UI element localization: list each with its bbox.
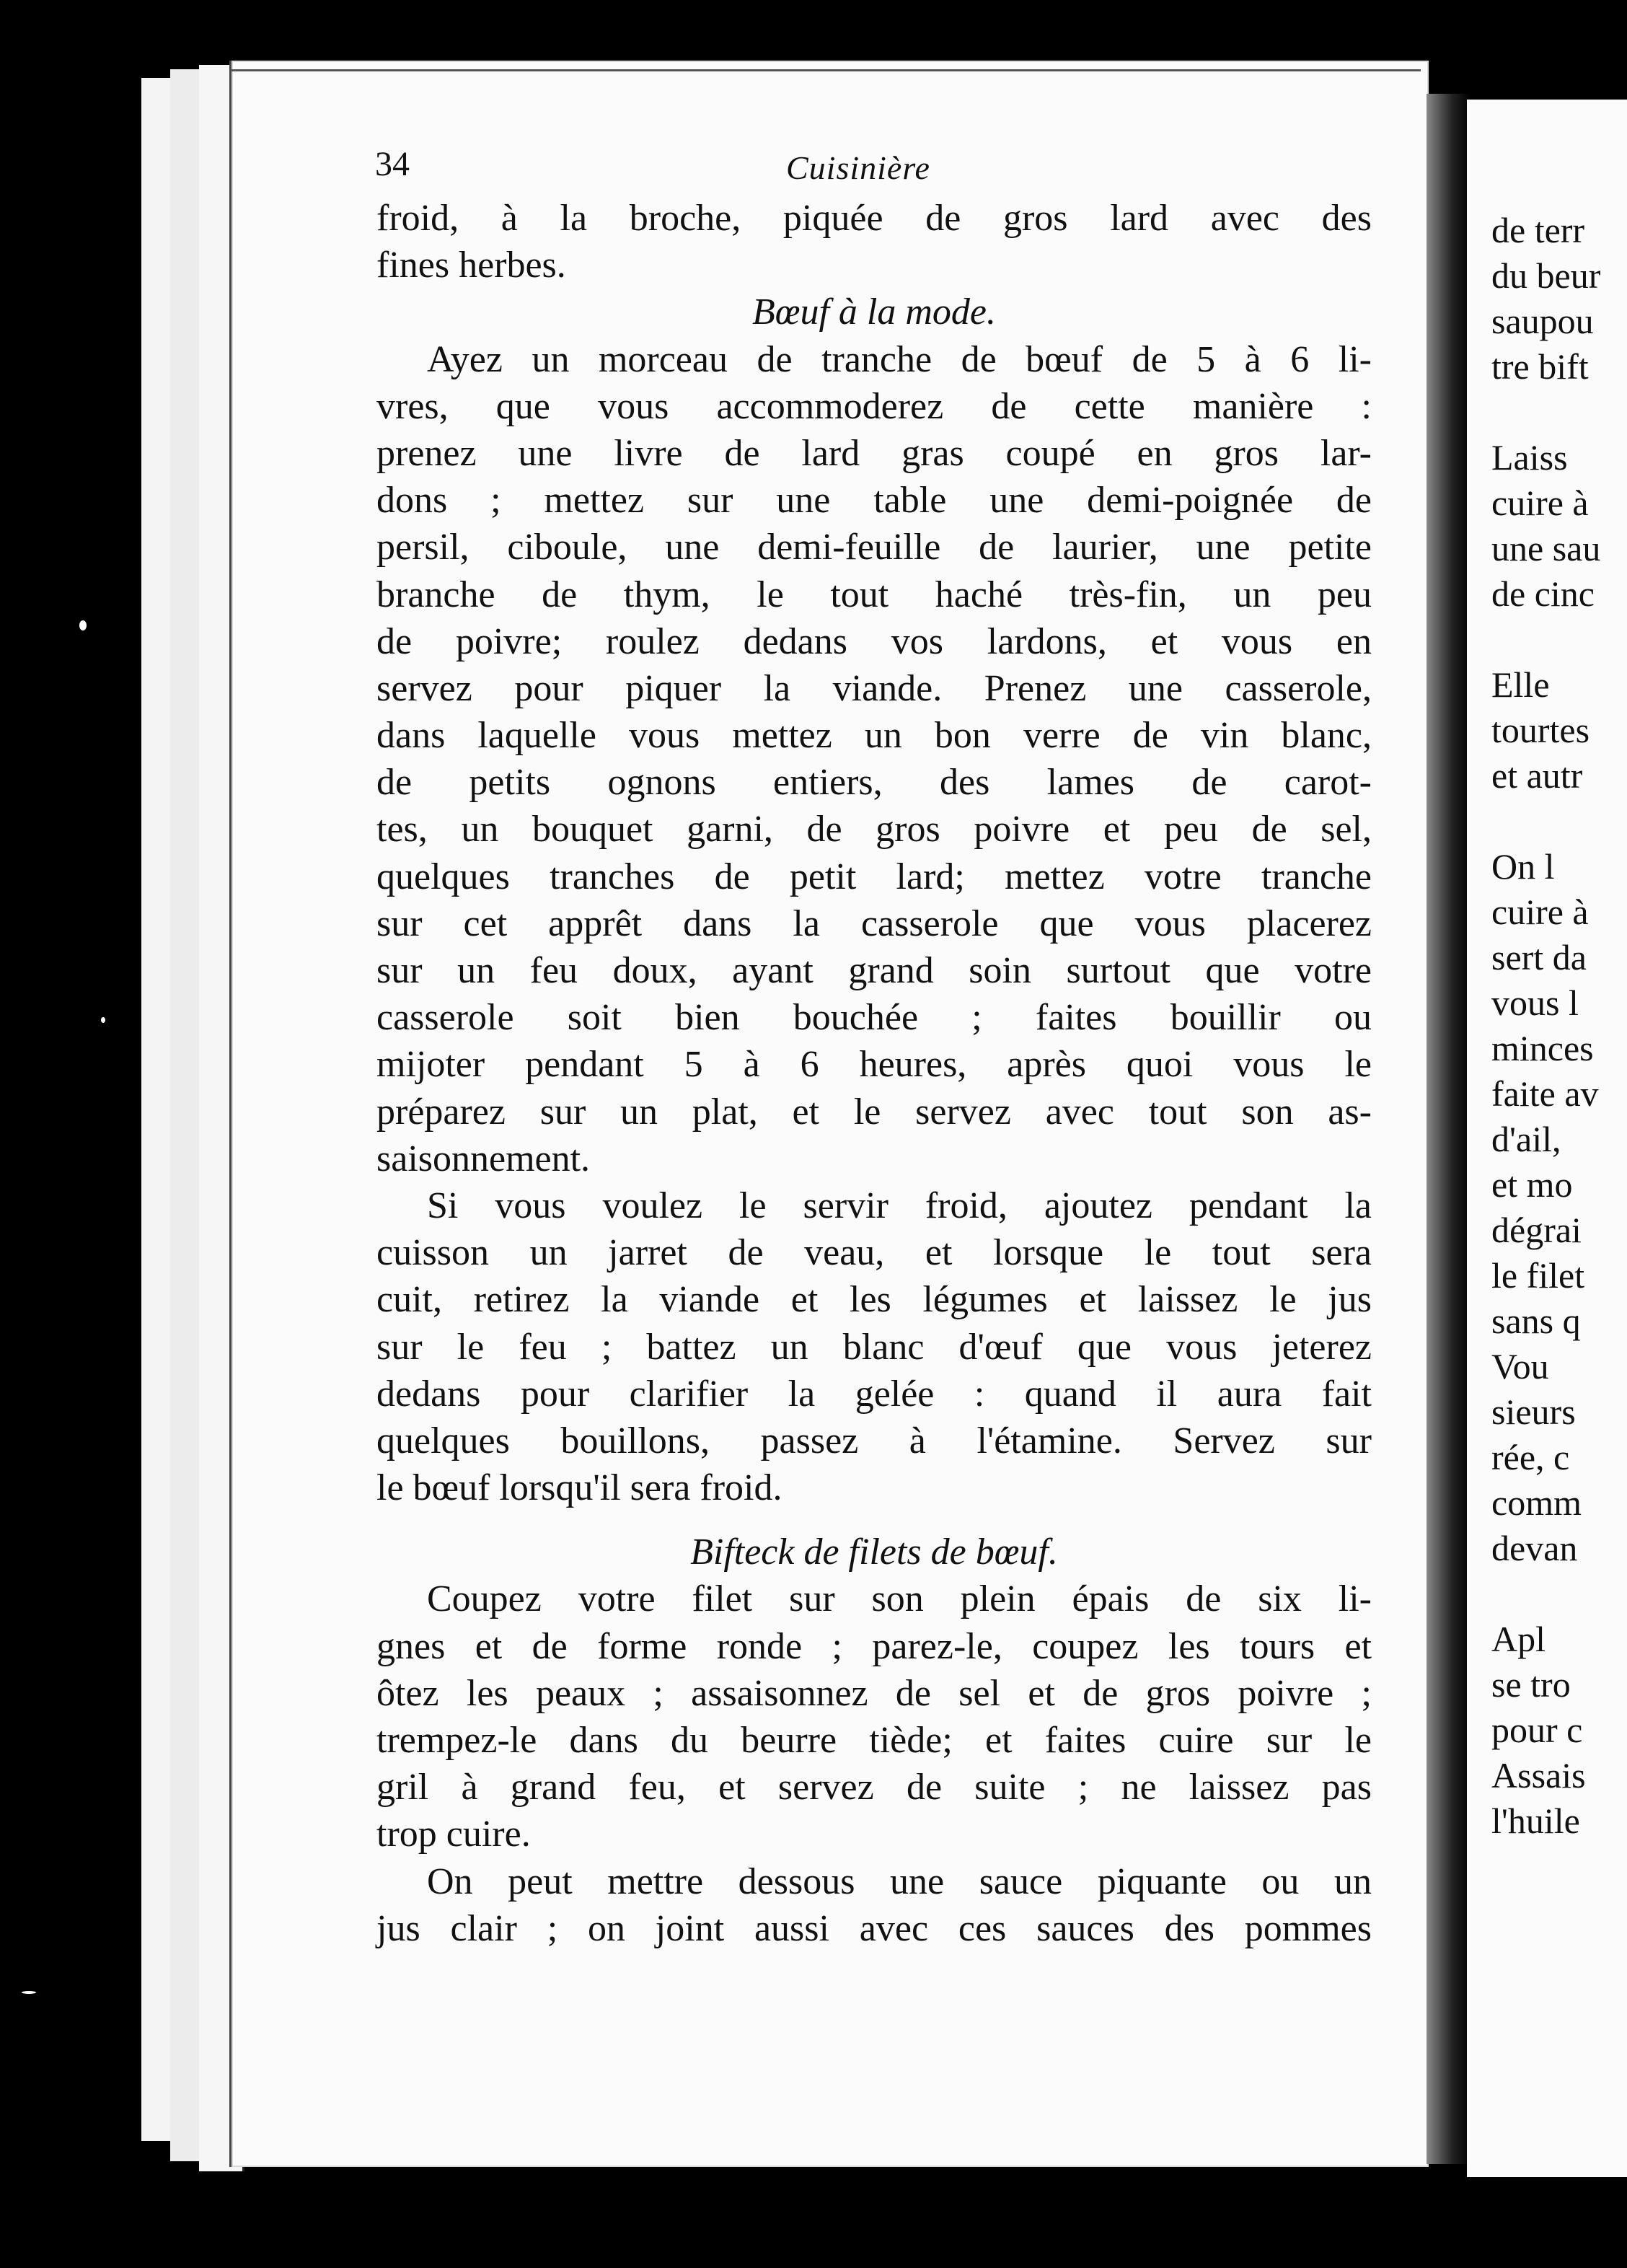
text-line: et autr bbox=[1491, 755, 1583, 796]
text-line: sur le feu ; battez un blanc d'œuf que vous jeterez bbox=[376, 1326, 1372, 1368]
text-line: trop cuire. bbox=[376, 1814, 531, 1855]
text-line: persil, ciboule, une demi-feuille de laurier, une petite bbox=[376, 527, 1372, 568]
text-line: Elle bbox=[1491, 664, 1550, 705]
text-line: On l bbox=[1491, 846, 1555, 887]
text-line: sur un feu doux, ayant grand soin surtout que votre bbox=[376, 950, 1372, 991]
text-line: froid, à la broche, piquée de gros lard avec des bbox=[376, 198, 1372, 239]
text-line: et mo bbox=[1491, 1164, 1573, 1205]
text-line: On peut mettre dessous une sauce piquante ou un bbox=[427, 1860, 1372, 1902]
text-line: gril à grand feu, et servez de suite ; ne laissez pas bbox=[376, 1767, 1372, 1808]
book-gutter bbox=[1427, 94, 1470, 2164]
spacer bbox=[376, 1511, 1372, 1529]
text-line: Ayez un morceau de tranche de bœuf de 5 à 6 li- bbox=[427, 338, 1372, 380]
page-body-text bbox=[376, 195, 1372, 1952]
text-line: du beur bbox=[1491, 255, 1601, 296]
text-line: devan bbox=[1491, 1528, 1578, 1568]
scan-speck bbox=[79, 620, 87, 630]
text-line: sur cet apprêt dans la casserole que vous placerez bbox=[376, 902, 1372, 944]
text-line: vres, que vous accommoderez de cette manière : bbox=[376, 385, 1372, 427]
text-line: de poivre; roulez dedans vos lardons, et vous en bbox=[376, 620, 1372, 662]
text-line: pour c bbox=[1491, 1710, 1583, 1750]
text-line: gnes et de forme ronde ; parez-le, coupez les tours et bbox=[376, 1625, 1372, 1667]
text-line: vous l bbox=[1491, 983, 1579, 1023]
page-number: 34 bbox=[375, 145, 410, 183]
text-line: tes, un bouquet garni, de gros poivre et peu de sel, bbox=[376, 809, 1372, 850]
text-line bbox=[1491, 390, 1627, 435]
text-line: dedans pour clarifier la gelée : quand il aura fait bbox=[376, 1373, 1372, 1415]
text-line: jus clair ; on joint aussi avec ces sauces des pommes bbox=[376, 1907, 1372, 1949]
scan-speck bbox=[101, 1017, 105, 1023]
text-line: préparez sur un plat, et le servez avec tout son as- bbox=[376, 1091, 1372, 1133]
text-line: faite av bbox=[1491, 1073, 1599, 1114]
text-line: l'huile bbox=[1491, 1801, 1580, 1841]
section-title: Bifteck de filets de bœuf. bbox=[690, 1531, 1058, 1573]
text-line bbox=[1491, 799, 1627, 844]
text-line: le bœuf lorsqu'il sera froid. bbox=[376, 1467, 782, 1509]
text-line: dégrai bbox=[1491, 1210, 1582, 1250]
running-title: Cuisinière bbox=[786, 149, 930, 186]
text-line: Coupez votre filet sur son plein épais de six li- bbox=[427, 1578, 1372, 1620]
text-line: quelques tranches de petit lard; mettez votre tranche bbox=[376, 856, 1372, 897]
scan-speck bbox=[22, 1991, 36, 1994]
text-line: rée, c bbox=[1491, 1437, 1570, 1477]
text-line: de terr bbox=[1491, 210, 1585, 250]
text-line: casserole soit bien bouchée ; faites bouillir ou bbox=[376, 997, 1372, 1039]
text-line: servez pour piquer la viande. Prenez une casserole, bbox=[376, 667, 1372, 709]
text-line: minces bbox=[1491, 1028, 1594, 1068]
text-line: quelques bouillons, passez à l'étamine. Servez sur bbox=[376, 1420, 1372, 1462]
section-title: Bœuf à la mode. bbox=[752, 291, 996, 333]
text-line: prenez une livre de lard gras coupé en gros lar- bbox=[376, 432, 1372, 474]
page-top-border bbox=[231, 69, 1421, 71]
text-line: saisonnement. bbox=[376, 1138, 591, 1179]
text-line bbox=[1491, 617, 1627, 662]
text-line: Si vous voulez le servir froid, ajoutez pendant la bbox=[427, 1184, 1372, 1226]
text-line: Laiss bbox=[1491, 437, 1568, 478]
page-header bbox=[375, 144, 1370, 202]
text-line: cuit, retirez la viande et les légumes et laissez le jus bbox=[376, 1279, 1372, 1321]
text-line: cuire à bbox=[1491, 483, 1589, 523]
facing-page bbox=[1467, 100, 1627, 2177]
text-line: cuire à bbox=[1491, 892, 1589, 932]
text-line: de cinc bbox=[1491, 573, 1595, 614]
text-line: de petits ognons entiers, des lames de carot- bbox=[376, 762, 1372, 804]
text-line: dons ; mettez sur une table une demi-poignée de bbox=[376, 480, 1372, 522]
text-line: Assais bbox=[1491, 1755, 1586, 1796]
text-line: sieurs bbox=[1491, 1392, 1576, 1432]
text-line bbox=[1491, 1571, 1627, 1617]
text-line: dans laquelle vous mettez un bon verre de vin blanc, bbox=[376, 715, 1372, 757]
text-line: branche de thym, le tout haché très-fin, un peu bbox=[376, 573, 1372, 615]
text-line: ôtez les peaux ; assaisonnez de sel et de gros poivre ; bbox=[376, 1672, 1372, 1714]
text-line: Vou bbox=[1491, 1346, 1549, 1386]
text-line: fines herbes. bbox=[376, 245, 566, 286]
text-line: mijoter pendant 5 à 6 heures, après quoi vous le bbox=[376, 1044, 1372, 1086]
text-line: saupou bbox=[1491, 301, 1594, 341]
text-line: tre bift bbox=[1491, 346, 1589, 387]
text-line: sert da bbox=[1491, 937, 1587, 977]
text-line: tourtes bbox=[1491, 710, 1590, 750]
text-line: cuisson un jarret de veau, et lorsque le tout sera bbox=[376, 1232, 1372, 1274]
text-line: trempez-le dans du beurre tiède; et faites cuire sur le bbox=[376, 1720, 1372, 1761]
text-line: une sau bbox=[1491, 528, 1601, 568]
text-line: Apl bbox=[1491, 1619, 1546, 1659]
text-line: se tro bbox=[1491, 1664, 1571, 1705]
facing-page-text bbox=[1491, 208, 1627, 1844]
text-line: d'ail, bbox=[1491, 1119, 1561, 1159]
text-line: comm bbox=[1491, 1482, 1582, 1523]
text-line: sans q bbox=[1491, 1301, 1581, 1341]
text-line: le filet bbox=[1491, 1255, 1585, 1296]
